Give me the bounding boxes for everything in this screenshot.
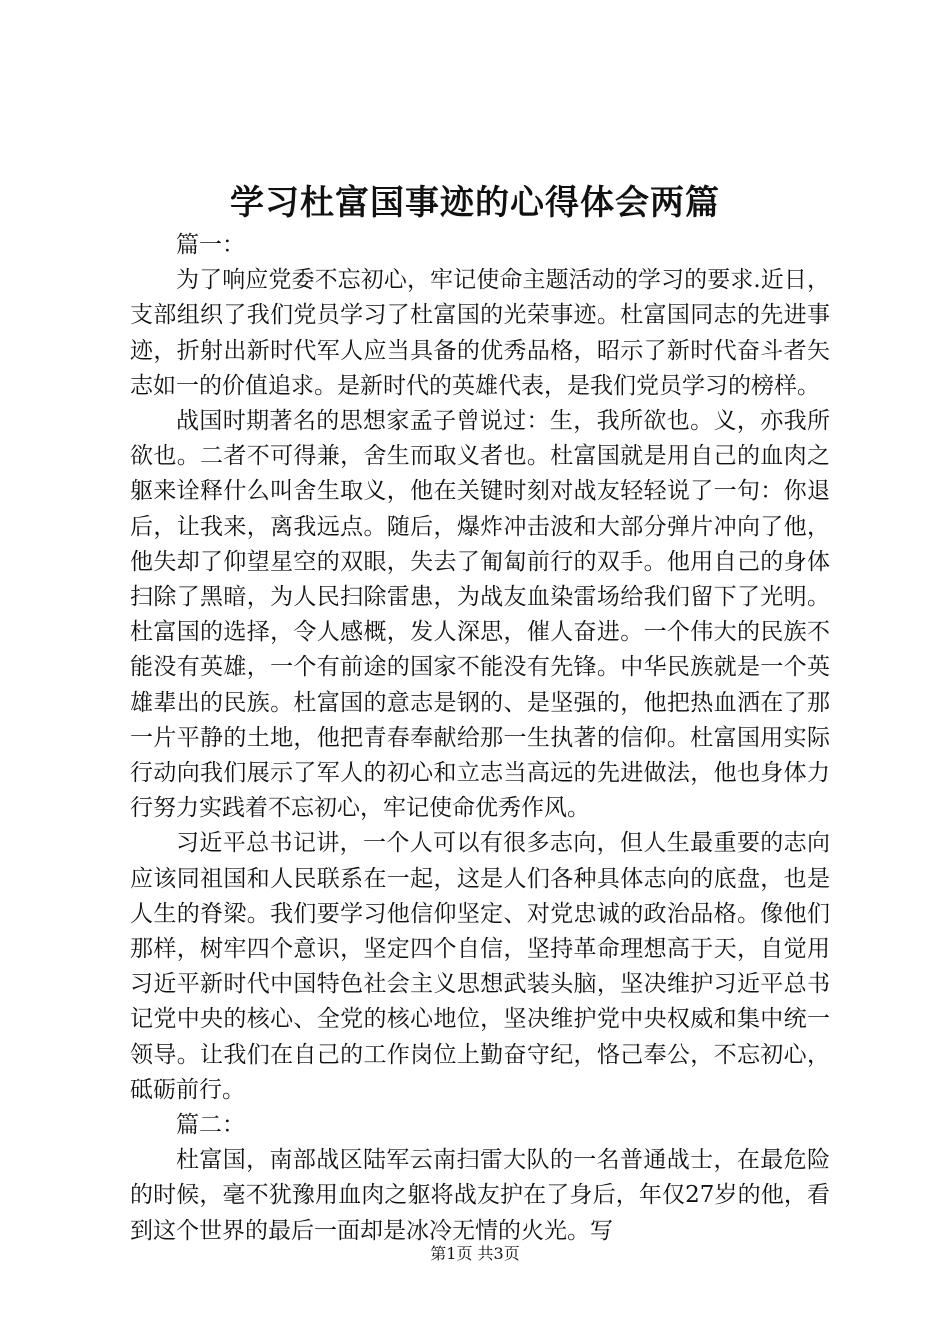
section-heading-two: 篇二： [176, 1112, 245, 1139]
section-heading-one: 篇一： [176, 232, 245, 258]
paragraph: 战国时期著名的思想家孟子曾说过：生，我所欲也。义，亦我所欲也。二者不可得兼，舍生而取义者也。杜富国就是用自己的血肉之躯来诠释什么叫舍生取义，他在关键时刻对战友轻轻说了一句：你退后，让我来，离我远点。随后，爆炸冲击波和大部分弹片冲向了他，他失却了仰望星空的双眼，失去了匍匐前行的双手。他用自己的身体扫除了黑暗，为人民扫除雷患，为战友血染雷场给我们留下了光明。杜富国的选择，令人感概，发人深思，催人奋进。一个伟大的民族不能没有英雄，一个有前途的国家不能没有先锋。中华民族就是一个英雄辈出的民族。杜富国的意志是钢的、是坚强的，他把热血洒在了那一片平静的土地，他把青春奉献给那一生执著的信仰。杜富国用实际行动向我们展示了军人的初心和立志当高远的先进做法，他也身体力行努力实践着不忘初心，牢记使命优秀作风。 [130, 408, 830, 822]
document-body [130, 228, 830, 1249]
page-number-footer: 第1页 共3页 [430, 1244, 520, 1263]
document-title: 学习杜富国事迹的心得体会两篇 [230, 183, 720, 223]
paragraph: 为了响应党委不忘初心，牢记使命主题活动的学习的要求.近日，支部组织了我们党员学习了杜富国的光荣事迹。杜富国同志的先进事迹，折射出新时代军人应当具备的优秀品格，昭示了新时代奋斗者矢志如一的价值追求。是新时代的英雄代表，是我们党员学习的榜样。 [130, 267, 830, 399]
paragraph: 杜富国，南部战区陆军云南扫雷大队的一名普通战士，在最危险的时候，毫不犹豫用血肉之躯将战友护在了身后，年仅27岁的他，看到这个世界的最后一面却是冰冷无情的火光。写 [130, 1147, 830, 1244]
paragraph: 习近平总书记讲，一个人可以有很多志向，但人生最重要的志向应该同祖国和人民联系在一起，这是人们各种具体志向的底盘，也是人生的脊梁。我们要学习他信仰坚定、对党忠诚的政治品格。像他们那样，树牢四个意识，坚定四个自信，坚持革命理想高于天，自觉用习近平新时代中国特色社会主义思想武装头脑，坚决维护习近平总书记党中央的核心、全党的核心地位，坚决维护党中央权威和集中统一领导。让我们在自己的工作岗位上勤奋守纪，恪己奉公，不忘初心，砥砺前行。 [130, 830, 830, 1103]
